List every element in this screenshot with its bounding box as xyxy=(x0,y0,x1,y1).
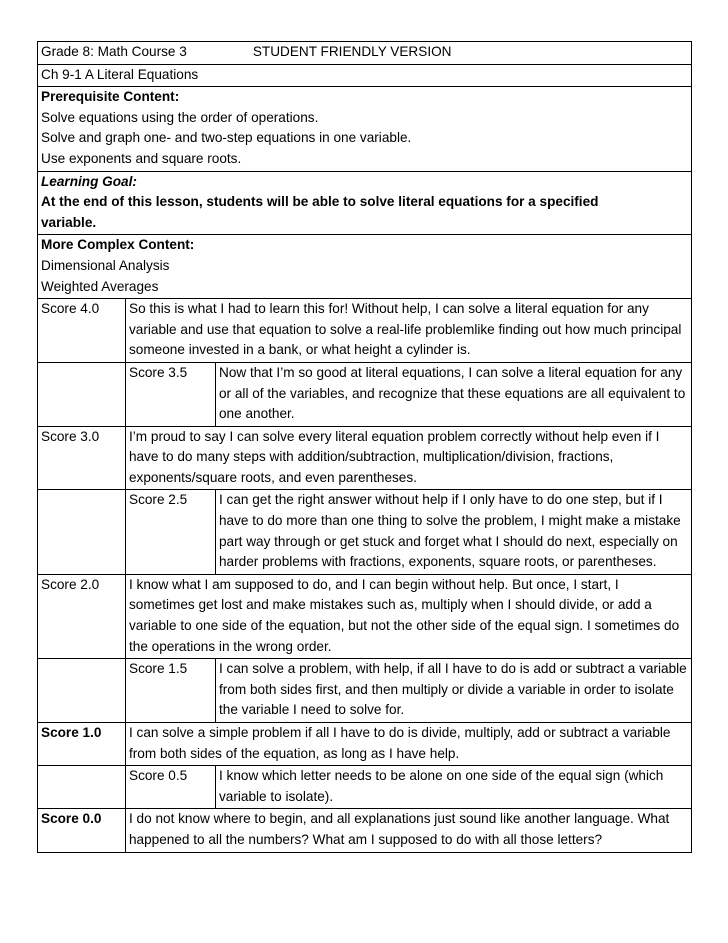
prerequisite-item: Use exponents and square roots. xyxy=(41,150,242,166)
prerequisite-heading: Prerequisite Content: xyxy=(41,89,180,105)
score-row-0-0 xyxy=(38,809,692,852)
score-row-1-0 xyxy=(38,723,692,766)
page-title: Ch 9-1 A Literal Equations xyxy=(38,64,692,87)
score-label: Score 0.5 xyxy=(129,768,188,784)
title-row xyxy=(38,64,692,87)
learning-goal-row xyxy=(38,171,692,235)
score-label: Score 1.0 xyxy=(38,723,126,766)
prerequisite-item: Solve equations using the order of operations. xyxy=(41,109,319,125)
score-text: So this is what I had to learn this for! Without help, I can solve a literal equation for any variable and use that equation to solve a real-life problemlike finding out how much principal someone invested in a bank, or what height a cylinder is. xyxy=(126,299,692,363)
complex-item: Dimensional Analysis xyxy=(41,257,170,273)
prerequisite-row xyxy=(38,87,692,171)
score-label: Score 2.0 xyxy=(38,574,126,658)
score-text: I can solve a problem, with help, if all I have to do is add or subtract a variable from both sides first, and then multiply or divide a variable in order to isolate the variable I need to solve for. xyxy=(216,659,692,722)
score-text: I know which letter needs to be alone on one side of the equal sign (which variable to isolate). xyxy=(216,766,692,808)
score-row-3-5 xyxy=(38,362,692,426)
score-text: I can get the right answer without help if I only have to do one step, but if I have to do more than one thing to solve the problem, I might make a mistake part way through or get stuck and forget what I should do next, especially on harder problems with fractions, exponents, square roots, or parentheses. xyxy=(216,490,692,573)
score-text: I do not know where to begin, and all explanations just sound like another language. What happened to all the numbers? What am I supposed to do with all those letters? xyxy=(126,809,692,852)
learning-goal-text: At the end of this lesson, students will be able to solve literal equations for a specified variable. xyxy=(41,194,599,230)
score-label: Score 0.0 xyxy=(38,809,126,852)
score-text: I’m proud to say I can solve every literal equation problem correctly without help even if I have to do many steps with addition/subtraction, multiplication/division, fractions, exponents/square roots, and even parentheses. xyxy=(126,426,692,490)
score-row-0-5 xyxy=(38,766,692,809)
score-label: Score 3.5 xyxy=(129,364,188,380)
complex-heading: More Complex Content: xyxy=(41,237,195,253)
complex-item: Weighted Averages xyxy=(41,278,159,294)
score-text: Now that I’m so good at literal equations, I can solve a literal equation for any or all of the variables, and recognize that these equations are all equivalent to one another. xyxy=(216,363,692,426)
score-label: Score 1.5 xyxy=(129,661,188,677)
complex-row xyxy=(38,235,692,299)
score-label: Score 4.0 xyxy=(38,299,126,363)
score-label: Score 2.5 xyxy=(129,492,188,508)
scale-table xyxy=(37,41,692,853)
version-label: STUDENT FRIENDLY VERSION xyxy=(252,44,452,59)
course-label: Grade 8: Math Course 3 xyxy=(41,44,187,59)
score-row-1-5 xyxy=(38,659,692,723)
score-row-2-5 xyxy=(38,490,692,574)
prerequisite-item: Solve and graph one- and two-step equations in one variable. xyxy=(41,130,412,146)
score-text: I can solve a simple problem if all I have to do is divide, multiply, add or subtract a variable from both sides of the equation, as long as I have help. xyxy=(126,723,692,766)
score-row-3-0 xyxy=(38,426,692,490)
score-row-4-0 xyxy=(38,299,692,363)
header-row xyxy=(38,42,692,65)
score-row-2-0 xyxy=(38,574,692,658)
scale-document xyxy=(37,41,691,853)
learning-goal-heading: Learning Goal: xyxy=(41,173,137,189)
score-label: Score 3.0 xyxy=(38,426,126,490)
score-text: I know what I am supposed to do, and I can begin without help. But once, I start, I sometimes get lost and make mistakes such as, multiply when I should divide, or add a variable to one side of the equation, but not the other side of the equal sign. I sometimes do the operations in the wrong order. xyxy=(126,574,692,658)
